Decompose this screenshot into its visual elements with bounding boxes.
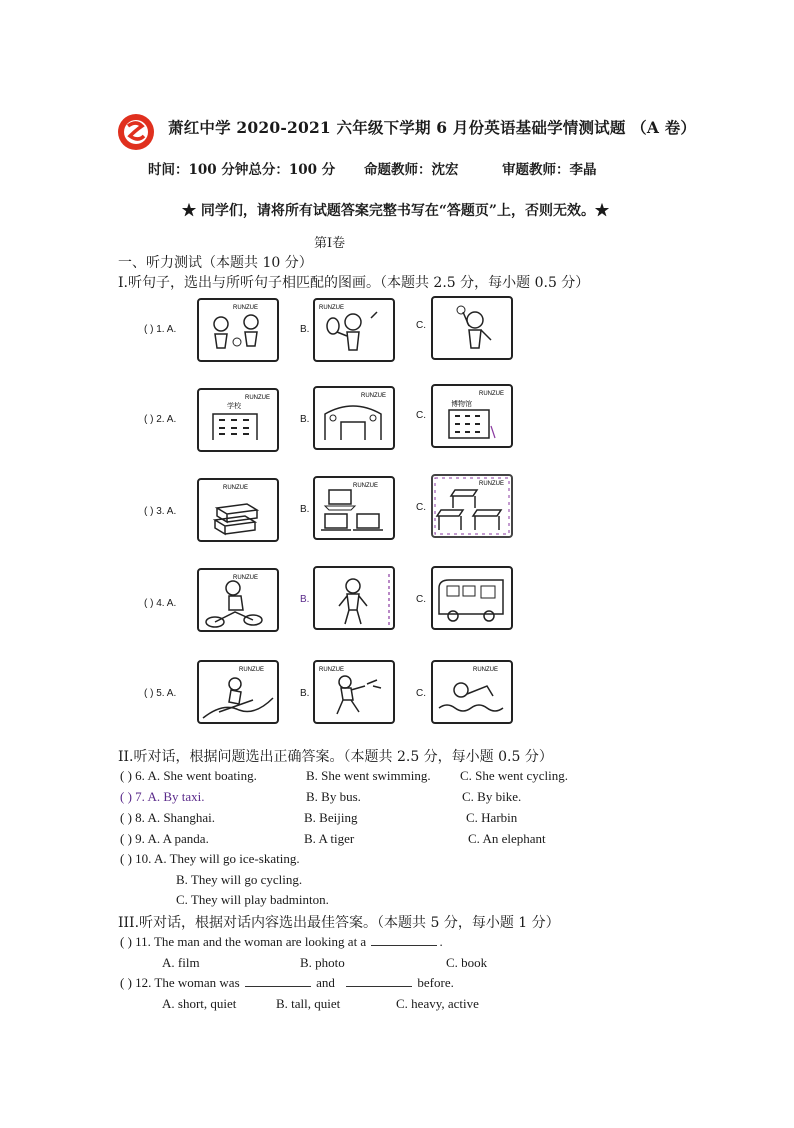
question-11-option-c: C. book [446,955,488,970]
svg-text:RUNZUE: RUNZUE [245,395,270,401]
question-10-option-c: C. They will play badminton. [176,892,329,907]
question-11 [120,934,443,950]
school-logo [116,112,156,152]
option-c-label: C. [416,410,426,421]
question-10: ( ) 10. A. They will go ice-skating. [120,851,300,866]
answer-blank[interactable] [346,985,412,987]
option-picture-b[interactable] [313,386,395,450]
children-playing-icon [199,300,277,360]
exam-setter: 命题教师：沈宏 [364,162,459,178]
question-11-option-b: B. photo [300,955,345,970]
svg-text:RUNZUE: RUNZUE [361,393,386,399]
option-picture-a[interactable] [197,298,279,362]
svg-text:RUNZUE: RUNZUE [479,391,504,397]
section2-heading: II.听对话，根据问题选出正确答案。（本题共 2.5 分，每小题 0.5 分） [118,749,553,765]
option-picture-b[interactable] [313,476,395,540]
svg-text:RUNZUE: RUNZUE [233,575,258,581]
option-picture-b[interactable] [313,298,395,362]
question-7-option-c: C. By bike. [462,789,522,804]
option-picture-c[interactable] [431,474,513,538]
option-b-label: B. [300,414,310,425]
svg-text:RUNZUE: RUNZUE [239,667,264,673]
question-11-stem: ( ) 11. The man and the woman are looking at a [120,934,367,949]
girl-skiing-icon [199,662,277,722]
question-7: ( ) 7. A. By taxi. [120,789,205,804]
question-12-option-c: C. heavy, active [396,996,479,1011]
exam-title: 萧红中学 2020-2021 六年级下学期 6 月份英语基础学情测试题 （A 卷） [168,118,697,137]
question-12-end: before. [417,975,454,990]
question-number: ( ) 4. A. [144,598,177,609]
question-12 [120,975,454,991]
section3-heading: III.听对话，根据对话内容选出最佳答案。（本题共 5 分，每小题 1 分） [118,915,560,931]
desks-icon [433,476,511,536]
exam-time: 时间：100 分钟总分：100 分 [148,162,336,178]
answer-blank[interactable] [371,944,437,946]
option-picture-b[interactable] [313,566,395,630]
girl-waving-icon [433,298,511,358]
svg-text:RUNZUE: RUNZUE [319,305,344,311]
museum-building-icon [433,386,511,446]
option-c-label: C. [416,320,426,331]
option-c-label: C. [416,594,426,605]
volume-label: 第Ⅰ卷 [314,236,346,251]
svg-text:RUNZUE: RUNZUE [353,483,378,489]
laptops-icon [315,478,393,538]
answer-blank[interactable] [245,985,311,987]
option-c-label: C. [416,688,426,699]
question-9: ( ) 9. A. A panda. [120,831,209,846]
svg-text:博物馆: 博物馆 [451,400,472,408]
question-8-option-c: C. Harbin [466,810,518,825]
question-6-option-b: B. She went swimming. [306,768,431,783]
svg-text:RUNZUE: RUNZUE [223,485,248,491]
question-12-mid: and [316,975,335,990]
question-12-option-a: A. short, quiet [162,996,237,1011]
question-9-option-b: B. A tiger [304,831,355,846]
svg-text:RUNZUE: RUNZUE [233,305,258,311]
question-number: ( ) 3. A. [144,506,177,517]
books-stack-icon [199,480,277,540]
option-picture-a[interactable] [197,660,279,724]
question-9-option-c: C. An elephant [468,831,546,846]
option-c-label: C. [416,502,426,513]
answer-notice: ★ 同学们，请将所有试题答案完整书写在“答题页”上，否则无效。★ [182,203,609,219]
part1-heading: 一、听力测试（本题共 10 分） [118,255,313,271]
svg-text:学校: 学校 [227,402,241,410]
boy-walking-icon [315,568,393,628]
question-number: ( ) 5. A. [144,688,177,699]
badminton-player-icon [315,300,393,360]
question-12-option-b: B. tall, quiet [276,996,341,1011]
option-picture-c[interactable] [431,566,513,630]
school-building-icon [199,390,277,450]
svg-text:RUNZUE: RUNZUE [319,667,344,673]
question-11-option-a: A. film [162,955,200,970]
option-picture-c[interactable] [431,384,513,448]
option-picture-b[interactable] [313,660,395,724]
question-6: ( ) 6. A. She went boating. [120,768,257,783]
option-picture-c[interactable] [431,660,513,724]
question-8-option-b: B. Beijing [304,810,358,825]
girl-skating-icon [315,662,393,722]
question-number: ( ) 1. A. [144,324,177,335]
svg-text:RUNZUE: RUNZUE [473,667,498,673]
question-11-end: . [439,934,443,949]
option-b-label: B. [300,594,310,605]
question-10-option-b: B. They will go cycling. [176,872,303,887]
question-7-option-b: B. By bus. [306,789,361,804]
question-8: ( ) 8. A. Shanghai. [120,810,215,825]
exam-reviewer: 审题教师：李晶 [502,162,597,178]
option-b-label: B. [300,324,310,335]
bus-icon [433,568,511,628]
boy-cycling-icon [199,570,277,630]
svg-text:RUNZUE: RUNZUE [479,481,504,487]
option-picture-c[interactable] [431,296,513,360]
question-12-stem: ( ) 12. The woman was [120,975,240,990]
option-picture-a[interactable] [197,478,279,542]
girl-swimming-icon [433,662,511,722]
option-b-label: B. [300,504,310,515]
option-b-label: B. [300,688,310,699]
park-gate-icon [315,388,393,448]
option-picture-a[interactable] [197,388,279,452]
option-picture-a[interactable] [197,568,279,632]
question-number: ( ) 2. A. [144,414,177,425]
question-6-option-c: C. She went cycling. [460,768,568,783]
section1-heading: I.听句子，选出与所听句子相匹配的图画。（本题共 2.5 分，每小题 0.5 分） [118,275,590,291]
